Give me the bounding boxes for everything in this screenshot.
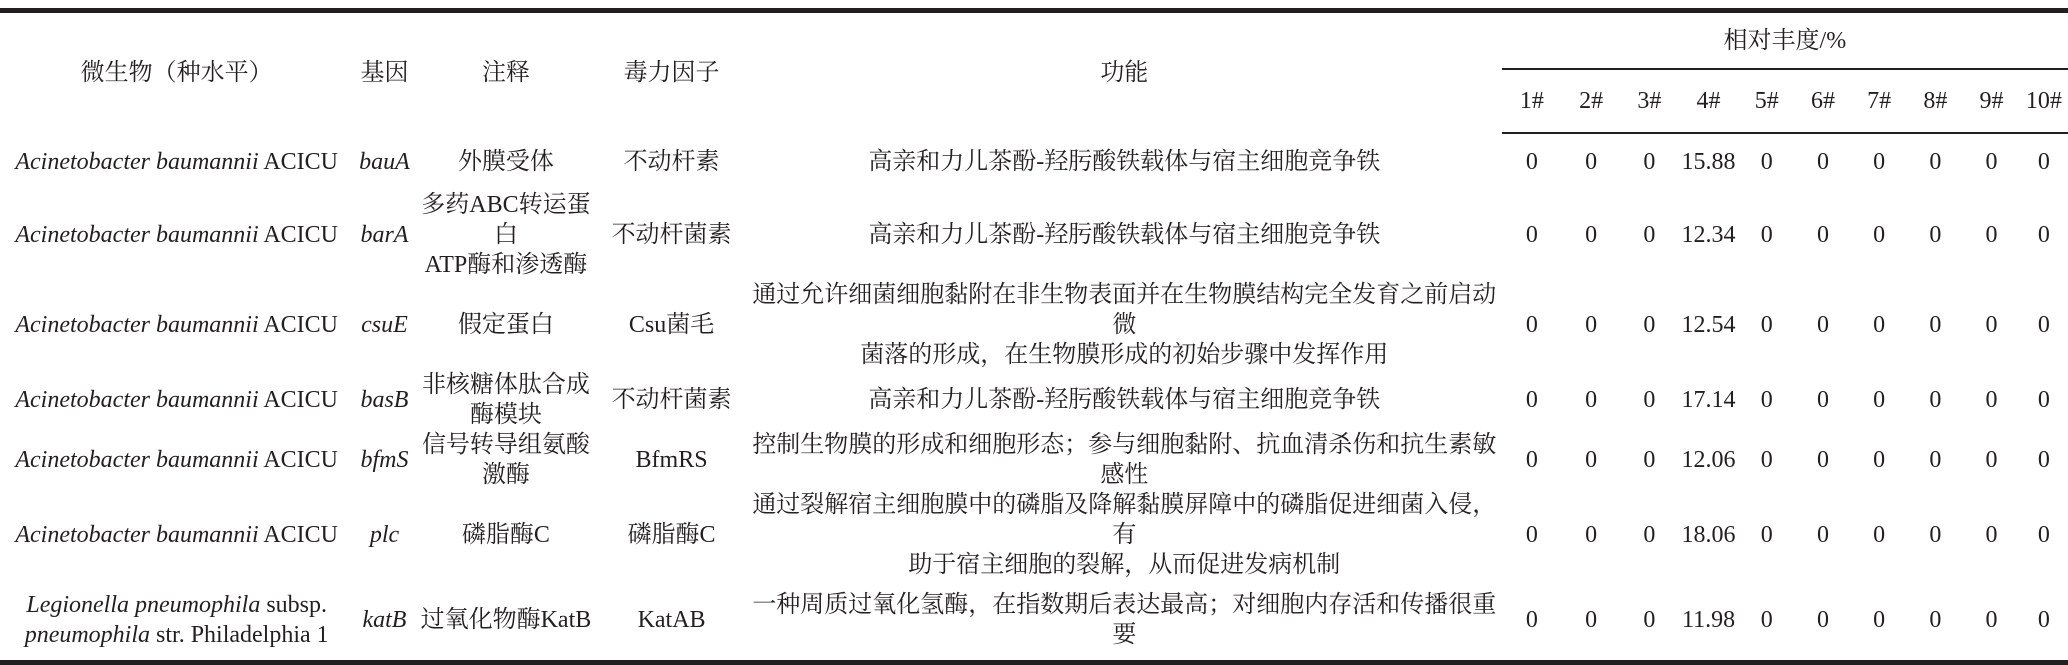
species-strain: subsp.: [260, 592, 328, 618]
abundance-value-3: 0: [1643, 312, 1656, 338]
gene-cell: plc: [369, 522, 400, 548]
abundance-value-2: 0: [1585, 222, 1598, 248]
abundance-value-2: 0: [1585, 312, 1598, 338]
abundance-value-1: 0: [1525, 387, 1538, 413]
abundance-value-4: 15.88: [1681, 149, 1736, 175]
species-name: Acinetobacter baumannii: [15, 222, 259, 248]
abundance-value-1: 0: [1525, 149, 1538, 175]
abundance-value-4: 17.14: [1681, 387, 1736, 413]
gene-cell: basB: [360, 387, 409, 413]
gene-cell: bauA: [359, 148, 410, 175]
abundance-value-3: 0: [1643, 522, 1656, 548]
abundance-value-7: 0: [1873, 312, 1886, 338]
species-strain: ACICU: [258, 222, 338, 248]
virulence-factor-cell: 不动杆菌素: [611, 222, 732, 248]
header-sample-10: 10#: [2020, 69, 2068, 133]
abundance-value-5: 0: [1760, 312, 1773, 338]
table-row: [0, 280, 2068, 370]
abundance-value-4: 12.34: [1681, 222, 1736, 248]
abundance-value-10: 0: [2037, 447, 2050, 473]
function-cell: [747, 370, 1502, 430]
function-text: 通过裂解宿主细胞膜中的磷脂及降解黏膜屏障中的磷脂促进细菌入侵，有: [752, 492, 1497, 548]
table-row: [0, 490, 2068, 580]
function-text-line2: 助于宿主细胞的裂解，从而促进发病机制: [908, 552, 1341, 578]
abundance-value-8: 0: [1929, 312, 1942, 338]
abundance-value-7: 0: [1873, 387, 1886, 413]
abundance-value-5: 0: [1760, 447, 1773, 473]
abundance-value-6: 0: [1816, 447, 1829, 473]
abundance-value-2: 0: [1562, 580, 1620, 663]
annotation-text: 多药ABC转运蛋白: [421, 192, 591, 248]
species-cell: [0, 490, 353, 580]
species-strain: ACICU: [258, 148, 338, 175]
header-sample-7: 7#: [1851, 69, 1907, 133]
abundance-value-1: 0: [1525, 312, 1538, 338]
species-strain: ACICU: [258, 522, 338, 548]
abundance-value-8: 0: [1907, 580, 1963, 663]
abundance-value-8: 0: [1929, 149, 1942, 175]
abundance-value-10: 0: [2037, 149, 2050, 175]
abundance-value-7: 0: [1873, 522, 1886, 548]
function-text: 一种周质过氧化氢酶，在指数期后表达最高；对细胞内存活和传播很重要: [752, 592, 1497, 648]
header-gene: 基因: [353, 11, 415, 134]
virulence-factor-cell: 不动杆菌素: [611, 387, 732, 413]
abundance-value-9: 0: [1985, 312, 1998, 338]
virulence-factor-cell: Csu菌毛: [628, 312, 715, 338]
species-strain: ACICU: [258, 387, 338, 413]
table-row: [0, 133, 2068, 190]
abundance-value-9: 0: [1963, 580, 2019, 663]
abundance-value-4: 12.06: [1681, 447, 1736, 473]
abundance-value-6: 0: [1816, 149, 1829, 175]
table-row: [0, 430, 2068, 490]
species-strain: ACICU: [258, 312, 338, 338]
function-text: 高亲和力儿茶酚-羟肟酸铁载体与宿主细胞竞争铁: [868, 387, 1381, 413]
species-name: Acinetobacter baumannii: [15, 387, 259, 413]
species-cell: [0, 580, 353, 663]
species-cell: [0, 370, 353, 430]
abundance-value-3: 0: [1620, 580, 1678, 663]
abundance-value-3: 0: [1643, 447, 1656, 473]
annotation-text-line2: ATP酶和渗透酶: [424, 252, 588, 278]
virulence-factor-table: [0, 8, 2068, 665]
abundance-value-1: 0: [1525, 447, 1538, 473]
abundance-value-2: 0: [1585, 522, 1598, 548]
annotation-text: 过氧化物酶KatB: [420, 607, 592, 633]
header-row-1: [0, 11, 2068, 70]
abundance-value-2: 0: [1585, 387, 1598, 413]
annotation-cell: [416, 133, 597, 190]
abundance-value-1: 0: [1502, 580, 1562, 663]
abundance-value-5: 0: [1760, 222, 1773, 248]
function-cell: [747, 430, 1502, 490]
function-cell: [747, 280, 1502, 370]
function-cell: [747, 580, 1502, 663]
virulence-factor-cell: BfmRS: [635, 447, 708, 473]
species-name: Legionella pneumophila: [26, 592, 261, 618]
abundance-value-5: 0: [1739, 580, 1795, 663]
abundance-value-5: 0: [1760, 387, 1773, 413]
function-text: 控制生物膜的形成和细胞形态；参与细胞黏附、抗血清杀伤和抗生素敏感性: [752, 432, 1497, 488]
abundance-value-8: 0: [1929, 222, 1942, 248]
table-row: [0, 190, 2068, 280]
abundance-value-7: 0: [1873, 149, 1886, 175]
annotation-cell: [416, 280, 597, 370]
abundance-value-8: 0: [1929, 522, 1942, 548]
abundance-value-2: 0: [1585, 447, 1598, 473]
function-text: 通过允许细菌细胞黏附在非生物表面并在生物膜结构完全发育之前启动微: [752, 282, 1497, 338]
annotation-cell: [416, 190, 597, 280]
annotation-text: 磷脂酶C: [461, 522, 550, 548]
annotation-text: 非核糖体肽合成酶模块: [421, 372, 590, 428]
abundance-value-3: 0: [1643, 387, 1656, 413]
abundance-value-10: 0: [2020, 580, 2068, 663]
header-sample-3: 3#: [1620, 69, 1678, 133]
abundance-value-4: 11.98: [1678, 580, 1738, 663]
header-sample-4: 4#: [1678, 69, 1738, 133]
annotation-cell: [416, 490, 597, 580]
table-row: [0, 580, 2068, 663]
function-text-line2: 菌落的形成，在生物膜形成的初始步骤中发挥作用: [860, 342, 1389, 368]
abundance-value-7: 0: [1873, 222, 1886, 248]
abundance-value-3: 0: [1643, 222, 1656, 248]
abundance-value-4: 12.54: [1681, 312, 1736, 338]
abundance-value-10: 0: [2037, 522, 2050, 548]
abundance-value-9: 0: [1985, 222, 1998, 248]
annotation-text: 假定蛋白: [457, 312, 554, 338]
abundance-value-6: 0: [1816, 387, 1829, 413]
header-sample-9: 9#: [1963, 69, 2019, 133]
header-virulence-factor: 毒力因子: [596, 11, 747, 134]
table-body: [0, 133, 2068, 663]
gene-cell: bfmS: [360, 447, 409, 473]
abundance-value-10: 0: [2037, 312, 2050, 338]
abundance-value-5: 0: [1760, 522, 1773, 548]
header-sample-1: 1#: [1502, 69, 1562, 133]
annotation-text: 外膜受体: [457, 148, 554, 175]
header-annotation: 注释: [416, 11, 597, 134]
table-row: [0, 370, 2068, 430]
abundance-value-9: 0: [1985, 387, 1998, 413]
abundance-value-6: 0: [1816, 222, 1829, 248]
species-name: Acinetobacter baumannii: [15, 312, 259, 338]
species-name: Acinetobacter baumannii: [15, 522, 259, 548]
species-name-line2: pneumophila: [24, 622, 151, 648]
abundance-value-6: 0: [1816, 522, 1829, 548]
virulence-factor-cell: 不动杆素: [623, 148, 720, 175]
species-cell: [0, 430, 353, 490]
abundance-value-6: 0: [1816, 312, 1829, 338]
species-cell: [0, 190, 353, 280]
abundance-value-9: 0: [1985, 149, 1998, 175]
abundance-value-1: 0: [1525, 222, 1538, 248]
abundance-value-8: 0: [1929, 387, 1942, 413]
abundance-value-2: 0: [1585, 149, 1598, 175]
species-strain: ACICU: [258, 447, 338, 473]
abundance-value-3: 0: [1643, 149, 1656, 175]
species-strain-line2: str. Philadelphia 1: [150, 622, 329, 648]
abundance-value-7: 0: [1873, 447, 1886, 473]
header-sample-2: 2#: [1562, 69, 1620, 133]
annotation-cell: [416, 430, 597, 490]
abundance-value-10: 0: [2037, 387, 2050, 413]
abundance-value-5: 0: [1760, 149, 1773, 175]
function-cell: [747, 190, 1502, 280]
abundance-value-8: 0: [1929, 447, 1942, 473]
annotation-text: 信号转导组氨酸激酶: [421, 432, 590, 488]
header-species: 微生物（种水平）: [0, 11, 353, 134]
abundance-value-9: 0: [1985, 447, 1998, 473]
species-name: Acinetobacter baumannii: [15, 447, 259, 473]
header-relative-abundance: 相对丰度/%: [1502, 11, 2068, 70]
annotation-cell: [416, 580, 597, 663]
gene-cell: csuE: [361, 312, 408, 338]
species-cell: [0, 280, 353, 370]
gene-cell: barA: [360, 222, 409, 248]
abundance-value-6: 0: [1795, 580, 1851, 663]
header-function: 功能: [747, 11, 1502, 134]
function-cell: [747, 490, 1502, 580]
header-sample-5: 5#: [1739, 69, 1795, 133]
abundance-value-7: 0: [1851, 580, 1907, 663]
function-text: 高亲和力儿茶酚-羟肟酸铁载体与宿主细胞竞争铁: [868, 148, 1381, 175]
abundance-value-10: 0: [2037, 222, 2050, 248]
annotation-cell: [416, 370, 597, 430]
species-cell: [0, 133, 353, 190]
function-cell: [747, 133, 1502, 190]
abundance-value-4: 18.06: [1681, 522, 1736, 548]
virulence-factor-cell: 磷脂酶C: [627, 522, 716, 548]
species-name: Acinetobacter baumannii: [15, 148, 259, 175]
header-sample-8: 8#: [1907, 69, 1963, 133]
abundance-value-1: 0: [1525, 522, 1538, 548]
gene-cell: katB: [353, 580, 415, 663]
function-text: 高亲和力儿茶酚-羟肟酸铁载体与宿主细胞竞争铁: [868, 222, 1381, 248]
virulence-factor-cell: KatAB: [596, 580, 747, 663]
abundance-value-9: 0: [1985, 522, 1998, 548]
header-sample-6: 6#: [1795, 69, 1851, 133]
